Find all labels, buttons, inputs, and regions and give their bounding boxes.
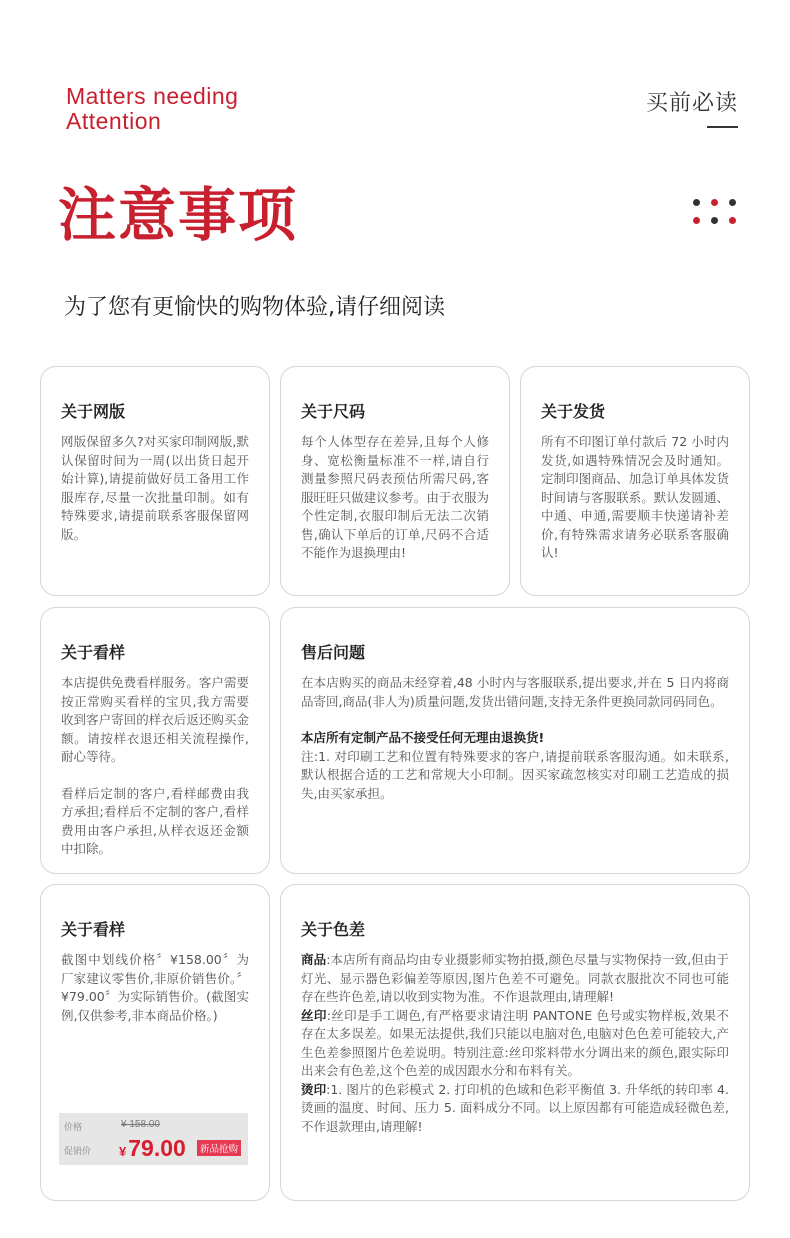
card-title: 关于网版 <box>61 402 126 421</box>
read-first-underline <box>707 126 738 128</box>
page-title: 注意事项 <box>58 181 299 249</box>
card-sample <box>40 607 270 874</box>
card-text: 截图中划线价格〞¥158.00〞为厂家建议零售价,非原价销售价。〞¥79.00〞为实际销售价。(截图实例,仅供参考,非本商品价格。) <box>61 952 249 1023</box>
silk-label: 丝印 <box>301 1007 327 1023</box>
goods-text: :本店所有商品均由专业摄影师实物拍摄,颜色尽量与实物保持一致,但由于灯光、显示器色彩偏差等原因,图片色差不可避免。同款衣服批次不同也可能存在些许色差,请以收到实物为准。不作退款理由,请理解! <box>301 952 729 1004</box>
card-text <box>301 1081 729 1137</box>
currency-symbol: ¥ <box>119 1144 127 1159</box>
sale-price-label: 促销价 <box>64 1146 92 1156</box>
card-body <box>61 674 249 859</box>
card-body <box>541 433 729 563</box>
sale-price-value: 79.00 <box>128 1135 186 1161</box>
card-sample-price <box>40 884 270 1201</box>
card-aftersale <box>280 607 750 874</box>
card-body <box>301 433 489 563</box>
card-text <box>301 951 729 1007</box>
decorative-dots-icon <box>690 196 740 230</box>
card-plate <box>40 366 270 596</box>
card-text: 本店提供免费看样服务。客户需要按正常购买看样的宝贝,我方需要收到客户寄回的样衣后返还购买金额。请按样衣退还相关流程操作,耐心等待。 <box>61 675 249 764</box>
card-title: 关于看样 <box>61 643 126 662</box>
card-color <box>280 884 750 1201</box>
card-title: 关于色差 <box>301 920 366 939</box>
heat-label: 烫印 <box>301 1081 327 1097</box>
card-title: 关于发货 <box>541 402 606 421</box>
original-price: ¥ 158.00 <box>121 1119 160 1130</box>
card-body <box>61 433 249 544</box>
card-text: 注:1. 对印刷工艺和位置有特殊要求的客户,请提前联系客服沟通。如未联系,默认根据合适的工艺和常规大小印制。因买家疏忽核实对印刷工艺造成的损失,由买家承担。 <box>301 748 729 801</box>
card-text: 每个人体型存在差异,且每个人修身、宽松衡量标准不一样,请自行测量参照尺码表预估所需尺码,客服旺旺只做建议参考。由于衣服为个性定制,衣服印制后无法二次销售,确认下单后的订单,尺码不合适不能作为退换理由! <box>301 434 489 560</box>
heat-text: :1. 图片的色彩模式 2. 打印机的色域和色彩平衡值 3. 升华纸的转印率 4. 烫画的温度、时间、压力 5. 面料成分不同。以上原因都有可能造成轻微色差,不作退款理由,请理解! <box>301 1081 729 1134</box>
card-title: 售后问题 <box>301 643 366 662</box>
english-title-line2: Attention <box>66 108 162 134</box>
new-product-tag: 新品抢购 <box>197 1140 241 1156</box>
card-body <box>61 951 249 1025</box>
card-shipping <box>520 366 750 596</box>
card-text: 所有不印图订单付款后 72 小时内发货,如遇特殊情况会及时通知。定制印图商品、加急订单具体发货时间请与客服联系。默认发圆通、中通、申通,需要顺丰快递请补差价,有特殊需求请务必联系客服确认! <box>541 434 729 560</box>
card-body <box>301 951 729 1136</box>
subtitle: 为了您有更愉快的购物体验,请仔细阅读 <box>64 295 445 320</box>
sale-price <box>119 1135 186 1162</box>
card-text <box>301 1007 729 1081</box>
silk-text: :丝印是手工调色,有严格要求请注明 PANTONE 色号或实物样板,效果不存在太多误差。如果无法提供,我们只能以电脑对色,电脑对色色差可能较大,产生色差参照图片色差说明。特别注意:丝印浆料带水分调出来的颜色,跟实际印出来会有色差,这个色差的成因跟水分和布料有关。 <box>301 1007 729 1078</box>
card-text: 看样后定制的客户,看样邮费由我方承担;看样后不定制的客户,看样费用由客户承担,从样衣返还金额中扣除。 <box>61 785 249 856</box>
card-text: 网版保留多久?对买家印制网版,默认保留时间为一周(以出货日起开始计算),请提前做好员工备用工作服库存,尽量一次批量印制。如有特殊要求,请提前联系客服保留网版。 <box>61 434 249 542</box>
card-title: 关于尺码 <box>301 402 366 421</box>
english-title-line1: Matters needing <box>66 83 239 109</box>
card-title: 关于看样 <box>61 920 126 939</box>
read-before-buy-label: 买前必读 <box>645 91 738 116</box>
card-warning: 本店所有定制产品不接受任何无理由退换货! <box>301 730 545 745</box>
price-label: 价格 <box>64 1122 83 1132</box>
price-example-image <box>59 1113 248 1165</box>
card-size <box>280 366 510 596</box>
card-text: 在本店购买的商品未经穿着,48 小时内与客服联系,提出要求,并在 5 日内将商品寄回,商品(非人为)质量问题,发货出错问题,支持无条件更换同款同码同色。 <box>301 675 729 709</box>
goods-label: 商品 <box>301 952 327 967</box>
card-body <box>301 674 729 803</box>
english-title <box>66 84 326 134</box>
